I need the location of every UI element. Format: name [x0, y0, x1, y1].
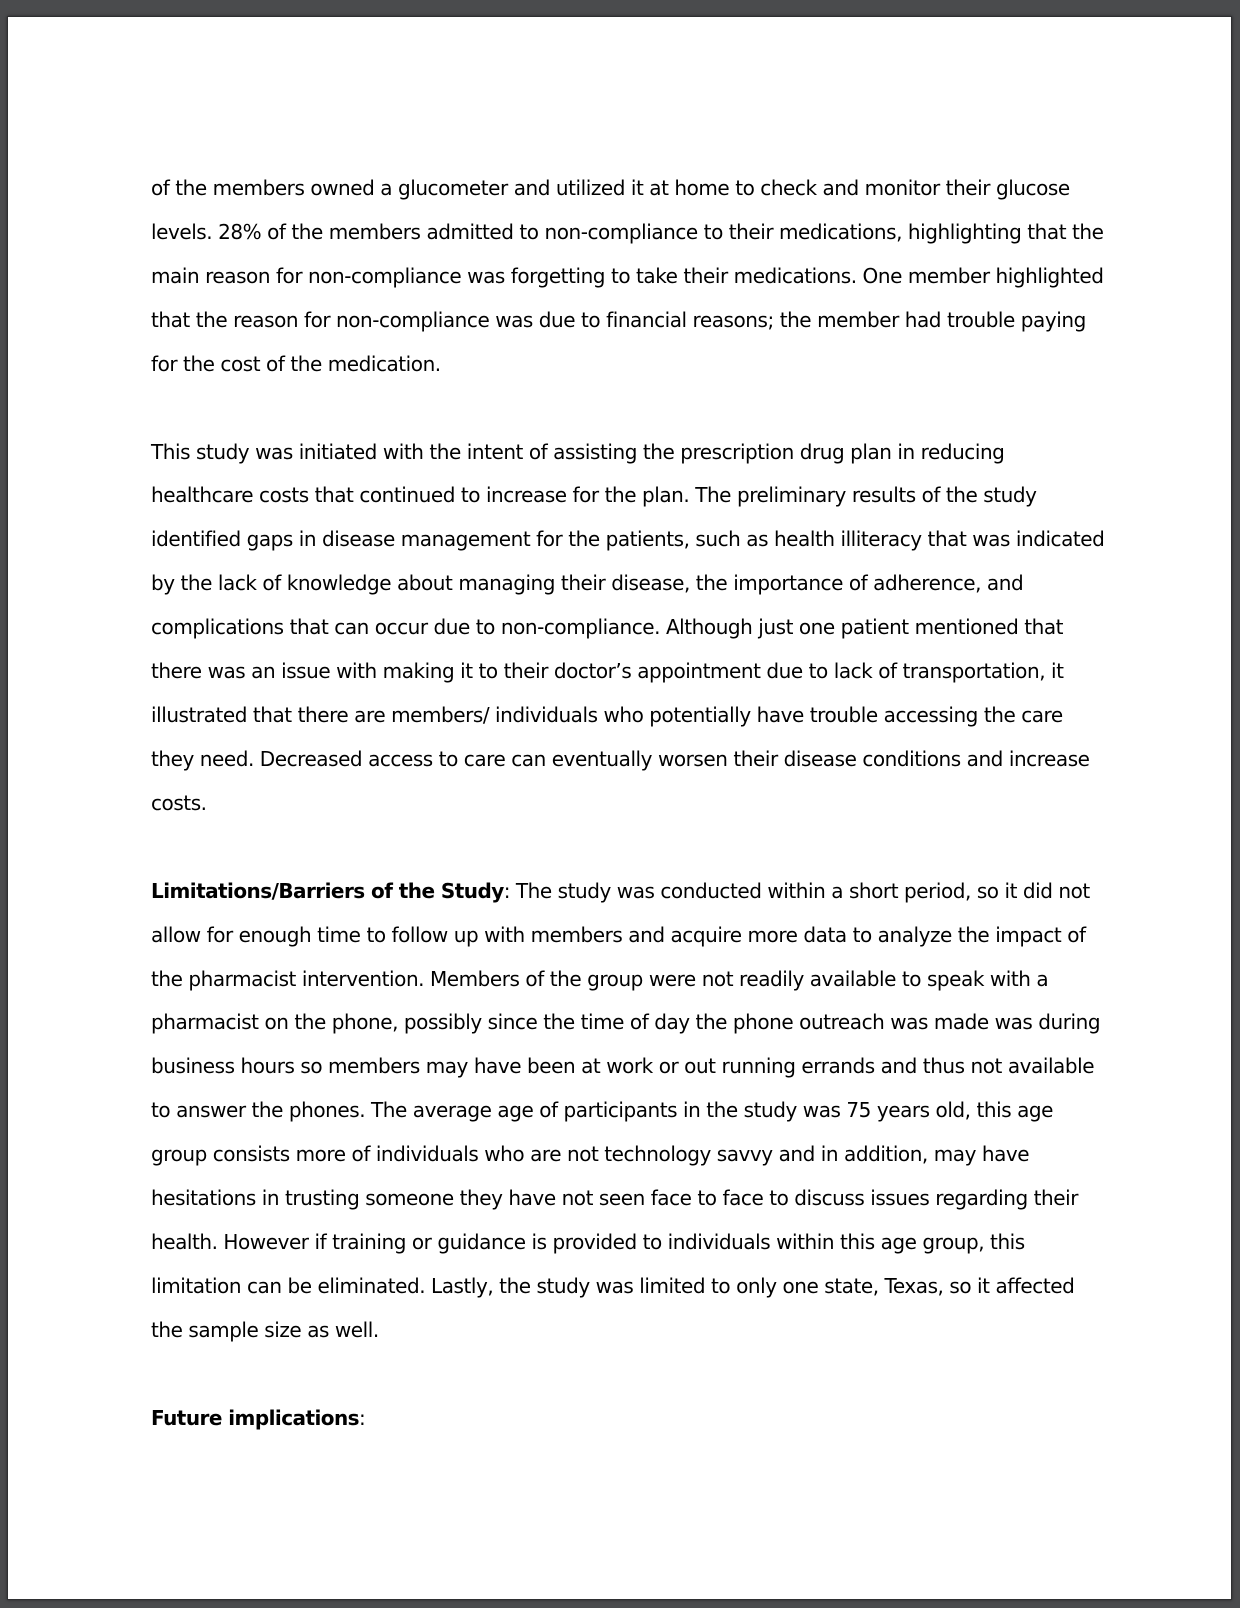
page-body — [151, 167, 1111, 1485]
paragraph-text: of the members owned a glucometer and utilized it at home to check and monitor their glucose levels. 28% of the members admitted to non-compliance to their medications, highlighting that the main reason for non-compliance was forgetting to take their medications. One member highlighted that the reason for non-compliance was due to financial reasons; the member had trouble paying for the cost of the medication. — [151, 176, 1104, 376]
future-implications-heading: Future implications — [151, 1405, 360, 1430]
paragraph-study-intent — [151, 431, 1111, 826]
limitations-heading: Limitations/Barriers of the Study — [151, 878, 504, 903]
paragraph-glucometer-results — [151, 167, 1111, 387]
paragraph-text: This study was initiated with the intent of assisting the prescription drug plan in reducing healthcare costs that continued to increase for the plan. The preliminary results of the study identified gaps in disease management for the patients, such as health illiteracy that was indicated by the lack of knowledge about managing their disease, the importance of adherence, and complications that can occur due to non-compliance. Although just one patient mentioned that there was an issue with making it to their doctor’s appointment due to lack of transportation, it illustrated that there are members/ individuals who potentially have trouble accessing the care they need. Decreased access to care can eventually worsen their disease conditions and increase costs. — [151, 439, 1105, 815]
paragraph-future-implications — [151, 1397, 1111, 1441]
paragraph-text: : — [359, 1405, 366, 1430]
document-page — [7, 16, 1232, 1600]
paragraph-text: : The study was conducted within a short period, so it did not allow for enough time to follow up with members and acquire more data to analyze the impact of the pharmacist intervention. Members of the group were not readily available to speak with a pharmacist on the phone, possibly since the time of day the phone outreach was made was during business hours so members may have been at work or out running errands and thus not available to answer the phones. The average age of participants in the study was 75 years old, this age group consists more of individuals who are not technology savvy and in addition, may have hesitations in trusting someone they have not seen face to face to discuss issues regarding their health. However if training or guidance is provided to individuals within this age group, this limitation can be eliminated. Lastly, the study was limited to only one state, Texas, so it affected the sample size as well. — [151, 878, 1101, 1342]
paragraph-limitations — [151, 870, 1111, 1353]
